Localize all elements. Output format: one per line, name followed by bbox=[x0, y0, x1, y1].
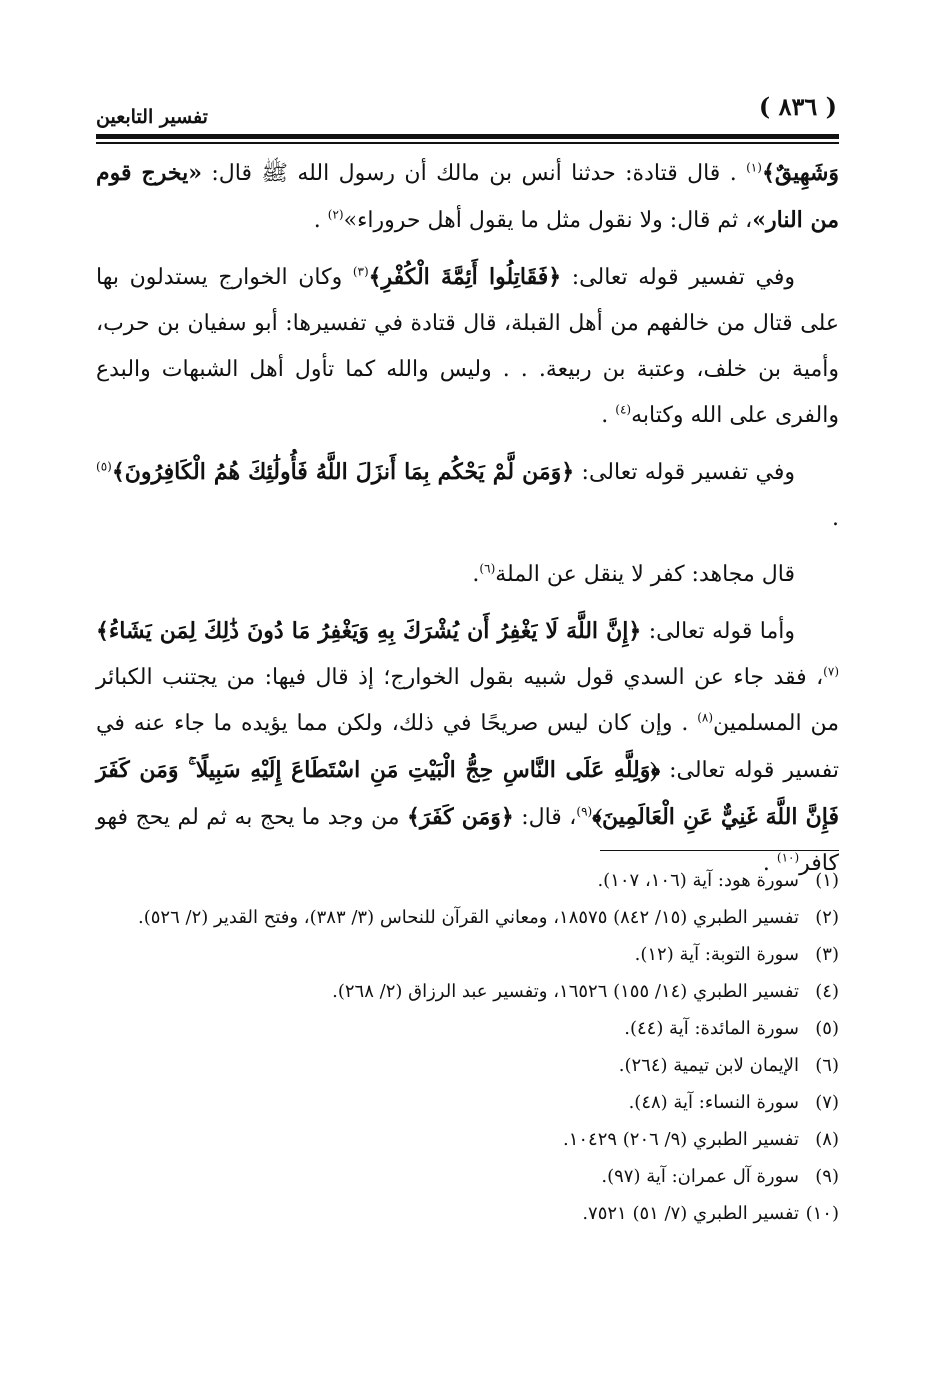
footnote-number: (٣) bbox=[815, 944, 839, 965]
text-span: وفي تفسير قوله تعالى: bbox=[574, 460, 795, 485]
footnote-number: (٢) bbox=[815, 907, 839, 928]
header-rule-thick bbox=[96, 134, 839, 139]
text-span: . bbox=[762, 851, 777, 876]
quran-verse: ﴿وَمَن كَفَرَ﴾ bbox=[406, 804, 514, 830]
footnote-ref-3: (٣) bbox=[352, 264, 369, 279]
footnote-text: تفسير الطبري (٧/ ٥١) ٧٥٢١. bbox=[582, 1203, 799, 1224]
quran-verse: ﴿فَقَاتِلُوا أَئِمَّةَ الْكُفْرِ﴾ bbox=[368, 264, 562, 290]
text-span: وفي تفسير قوله تعالى: bbox=[561, 265, 795, 290]
footnote bbox=[96, 936, 839, 973]
footnote-number: (٩) bbox=[815, 1166, 839, 1187]
footnote-text: سورة المائدة: آية (٤٤). bbox=[624, 1018, 799, 1039]
footnote bbox=[96, 862, 839, 899]
footnote bbox=[96, 1047, 839, 1084]
text-span: . قال قتادة: حدثنا أنس بن مالك أن رسول الله ﷺ قال: bbox=[201, 161, 747, 186]
running-title: تفسير التابعين bbox=[96, 106, 208, 128]
main-text bbox=[96, 150, 839, 897]
text-span: وكان الخوارج يستدلون بها على قتال من خالفهم من أهل القبلة، قال قتادة في تفسيرها: أبو سفيان بن حرب، وأمية بن خلف، وعتبة بن ربيعة. . . وليس والله كما تأول أهل الشبهات والبدع والفرى على الله وكتابه bbox=[96, 265, 839, 428]
quran-verse: ﴿وَلِلَّهِ عَلَى النَّاسِ حِجُّ الْبَيْتِ مَنِ اسْتَطَاعَ إِلَيْهِ سَبِيلًا ۚ وَمَن كَفَرَ فَإِنَّ اللَّهَ غَنِيٌّ عَنِ الْعَالَمِينَ﴾ bbox=[96, 757, 839, 830]
footnote-number: (٦) bbox=[815, 1055, 839, 1076]
footnote-ref-5: (٥) bbox=[96, 459, 112, 474]
text-span: من وجد ما يحج به ثم لم يحج فهو كافر bbox=[96, 805, 839, 876]
footnote bbox=[96, 1084, 839, 1121]
footnote-ref-1: (١) bbox=[746, 160, 762, 175]
paragraph-4 bbox=[96, 552, 839, 598]
text-span: ، قال: bbox=[513, 805, 577, 830]
header-rule-thin bbox=[96, 142, 839, 144]
footnote bbox=[96, 973, 839, 1010]
footnote-text: تفسير الطبري (١٤/ ١٥٥) ١٦٥٢٦، وتفسير عبد الرزاق (٢/ ٢٦٨). bbox=[332, 981, 799, 1002]
text-span: ، ثم قال: ولا نقول مثل ما يقول أهل حروراء» bbox=[343, 208, 753, 233]
footnote-number: (١٠) bbox=[805, 1203, 839, 1224]
footnote-text: سورة آل عمران: آية (٩٧). bbox=[601, 1166, 799, 1187]
footnote-ref-8: (٨) bbox=[697, 710, 714, 725]
footnote-ref-6: (٦) bbox=[479, 561, 496, 576]
footnote-number: (٧) bbox=[815, 1092, 839, 1113]
footnote-number: (٥) bbox=[815, 1018, 839, 1039]
paragraph-1 bbox=[96, 150, 839, 244]
text-span: وأما قوله تعالى: bbox=[641, 619, 795, 644]
footnote-text: تفسير الطبري (٩/ ٢٠٦) ١٠٤٢٩. bbox=[562, 1129, 799, 1150]
text-span: . bbox=[601, 403, 616, 428]
text-span: . bbox=[313, 208, 328, 233]
footnote-ref-10: (١٠) bbox=[776, 850, 800, 865]
footnote-number: (٨) bbox=[815, 1129, 839, 1150]
footnote bbox=[96, 1158, 839, 1195]
text-span: . bbox=[472, 562, 480, 587]
footnotes bbox=[96, 862, 839, 1232]
footnote bbox=[96, 1195, 839, 1232]
footnote-number: (١) bbox=[815, 870, 839, 891]
footnote-ref-9: (٩) bbox=[576, 804, 593, 819]
paragraph-2 bbox=[96, 254, 839, 439]
footnote-number: (٤) bbox=[815, 981, 839, 1002]
footnote bbox=[96, 899, 839, 936]
text-span: قال مجاهد: كفر لا ينقل عن الملة bbox=[495, 562, 795, 587]
paragraph-5 bbox=[96, 608, 839, 887]
footnote-separator bbox=[600, 850, 839, 851]
footnote-text: سورة النساء: آية (٤٨). bbox=[628, 1092, 799, 1113]
text-span: . bbox=[832, 506, 839, 531]
quran-verse-end: وَشَهِيقٌ﴾ bbox=[761, 160, 840, 186]
quran-verse: ﴿إِنَّ اللَّهَ لَا يَغْفِرُ أَن يُشْرَكَ بِهِ وَيَغْفِرُ مَا دُونَ ذَٰلِكَ لِمَن يَشَاءُ﴾ bbox=[96, 618, 642, 644]
text-span: . وإن كان ليس صريحًا في ذلك، ولكن مما يؤيده ما جاء عنه في تفسير قوله تعالى: bbox=[96, 711, 840, 783]
footnote-ref-2: (٢) bbox=[327, 207, 344, 222]
quran-verse: ﴿وَمَن لَّمْ يَحْكُم بِمَا أَنزَلَ اللَّهُ فَأُولَٰئِكَ هُمُ الْكَافِرُونَ﴾ bbox=[111, 459, 575, 485]
footnote bbox=[96, 1121, 839, 1158]
footnote-ref-7: (٧) bbox=[823, 664, 839, 679]
footnote-text: الإيمان لابن تيمية (٢٦٤). bbox=[618, 1055, 799, 1076]
footnote-text: سورة التوبة: آية (١٢). bbox=[634, 944, 799, 965]
footnote-text: تفسير الطبري (١٥/ ٨٤٢) ١٨٥٧٥، ومعاني القرآن للنحاس (٣/ ٣٨٣)، وفتح القدير (٢/ ٥٢٦). bbox=[138, 907, 799, 928]
footnote bbox=[96, 1010, 839, 1047]
page-header bbox=[96, 92, 837, 132]
footnote-text: سورة هود: آية (١٠٦، ١٠٧). bbox=[597, 870, 799, 891]
text-span: ، فقد جاء عن السدي قول شبيه بقول الخوارج؛ إذ قال فيها: من يجتنب الكبائر من المسلمين bbox=[96, 665, 839, 736]
page-number: ( ٨٣٦ ) bbox=[758, 92, 837, 121]
paragraph-3 bbox=[96, 449, 839, 542]
footnote-ref-4: (٤) bbox=[615, 402, 632, 417]
hadith-quote: «يخرج قوم من النار» bbox=[96, 160, 839, 233]
